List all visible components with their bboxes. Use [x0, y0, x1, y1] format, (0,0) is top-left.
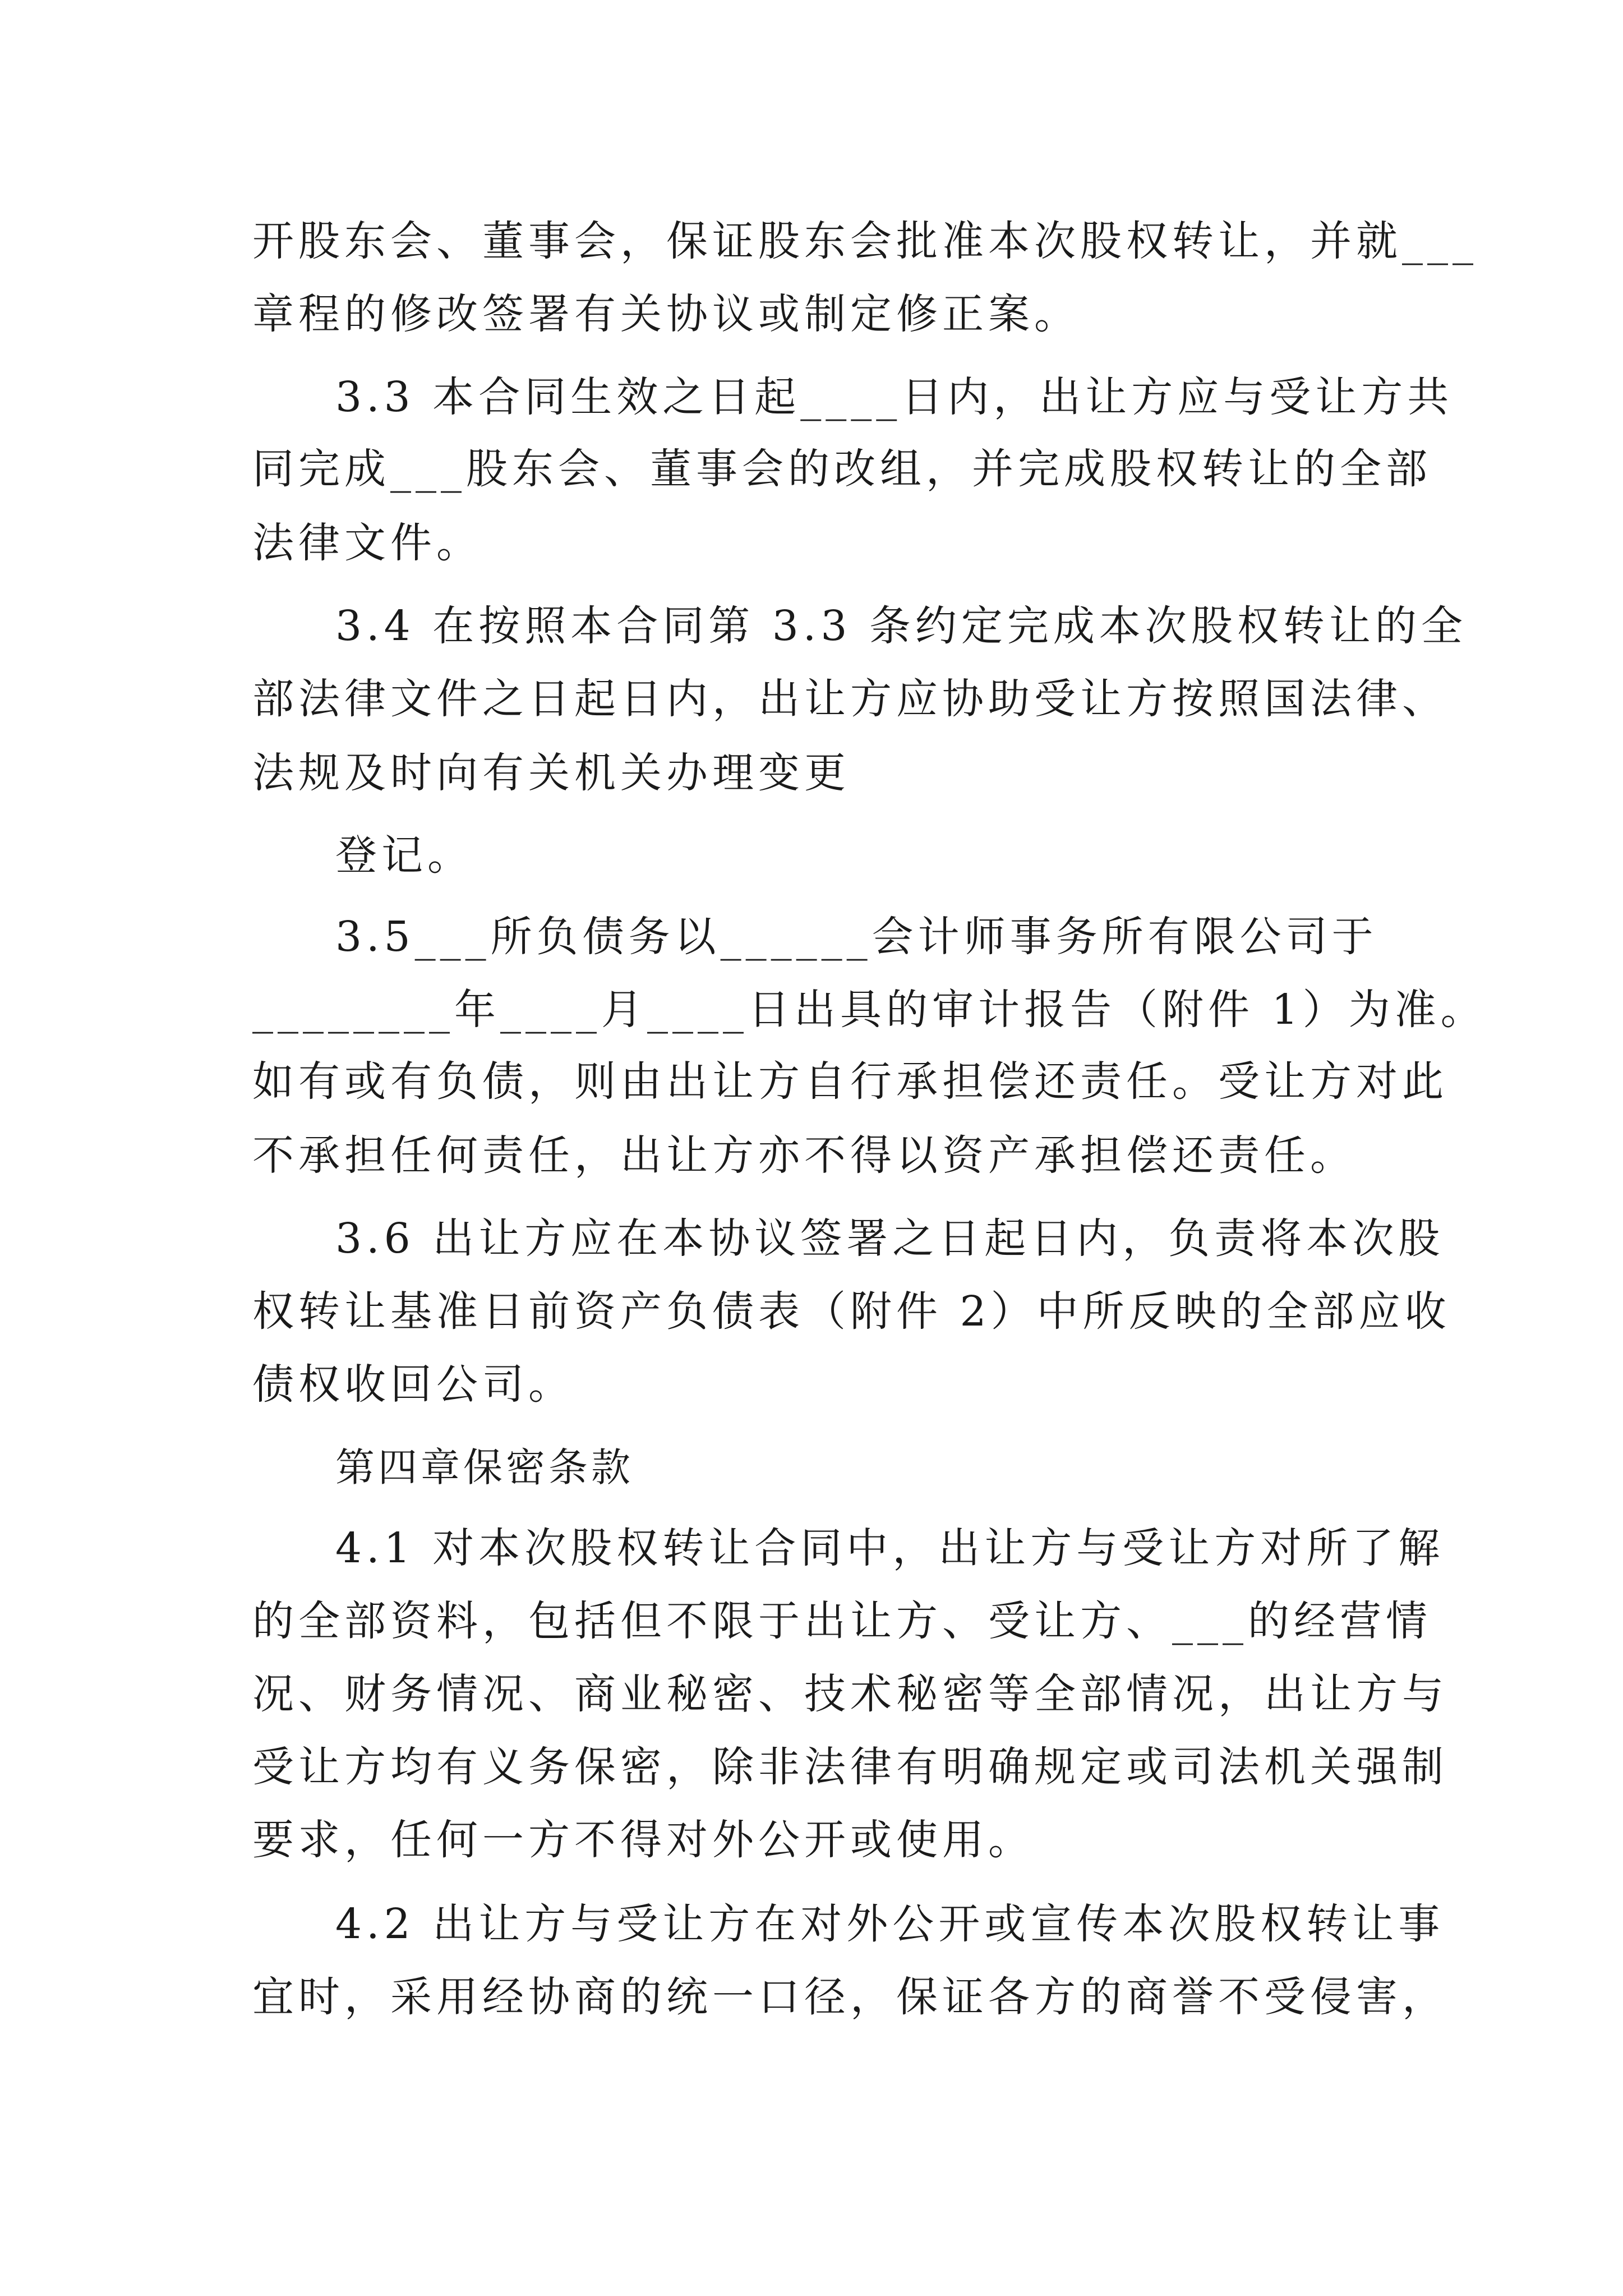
text-line: 同完成___股东会、董事会的改组，并完成股权转让的全部 [252, 445, 1432, 493]
text-line: 况、财务情况、商业秘密、技术秘密等全部情况，出让方与 [252, 1670, 1448, 1718]
text-line: 要求，任何一方不得对外公开或使用。 [252, 1816, 1034, 1864]
text-line: 权转让基准日前资产负债表（附件 2）中所反映的全部应收 [252, 1287, 1451, 1336]
text-line: 宜时，采用经协商的统一口径，保证各方的商誉不受侵害， [252, 1973, 1448, 2021]
text-line: 登记。 [335, 831, 473, 880]
text-line: 如有或有负债，则由出让方自行承担偿还责任。受让方对此 [252, 1057, 1448, 1106]
text-line: 4.1 对本次股权转让合同中，出让方与受让方对所了解 [335, 1524, 1445, 1572]
text-line: 3.6 出让方应在本协议签署之日起日内，负责将本次股 [335, 1214, 1445, 1263]
text-line: ________年____月____日出具的审计报告（附件 1）为准。 [252, 986, 1487, 1034]
text-line: 法规及时向有关机关办理变更 [252, 749, 850, 797]
text-line: 3.4 在按照本合同第 3.3 条约定完成本次股权转让的全 [335, 602, 1467, 650]
text-line: 的全部资料，包括但不限于出让方、受让方、___的经营情 [252, 1597, 1432, 1645]
text-line: 3.3 本合同生效之日起____日内，出让方应与受让方共 [335, 373, 1454, 421]
text-line: 不承担任何责任，出让方亦不得以资产承担偿还责任。 [252, 1131, 1356, 1180]
text-line: 受让方均有义务保密，除非法律有明确规定或司法机关强制 [252, 1743, 1448, 1791]
text-line: 3.5___所负债务以______会计师事务所有限公司于 [335, 913, 1378, 961]
section-heading: 第四章保密条款 [335, 1444, 634, 1490]
text-line: 债权收回公司。 [252, 1360, 574, 1409]
text-line: 4.2 出让方与受让方在对外公开或宣传本次股权转让事 [335, 1900, 1445, 1948]
text-line: 开股东会、董事会，保证股东会批准本次股权转让，并就___ [252, 217, 1478, 265]
text-line: 章程的修改签署有关协议或制定修正案。 [252, 290, 1080, 338]
text-line: 法律文件。 [252, 519, 482, 567]
text-line: 部法律文件之日起日内，出让方应协助受让方按照国法律、 [252, 675, 1448, 723]
